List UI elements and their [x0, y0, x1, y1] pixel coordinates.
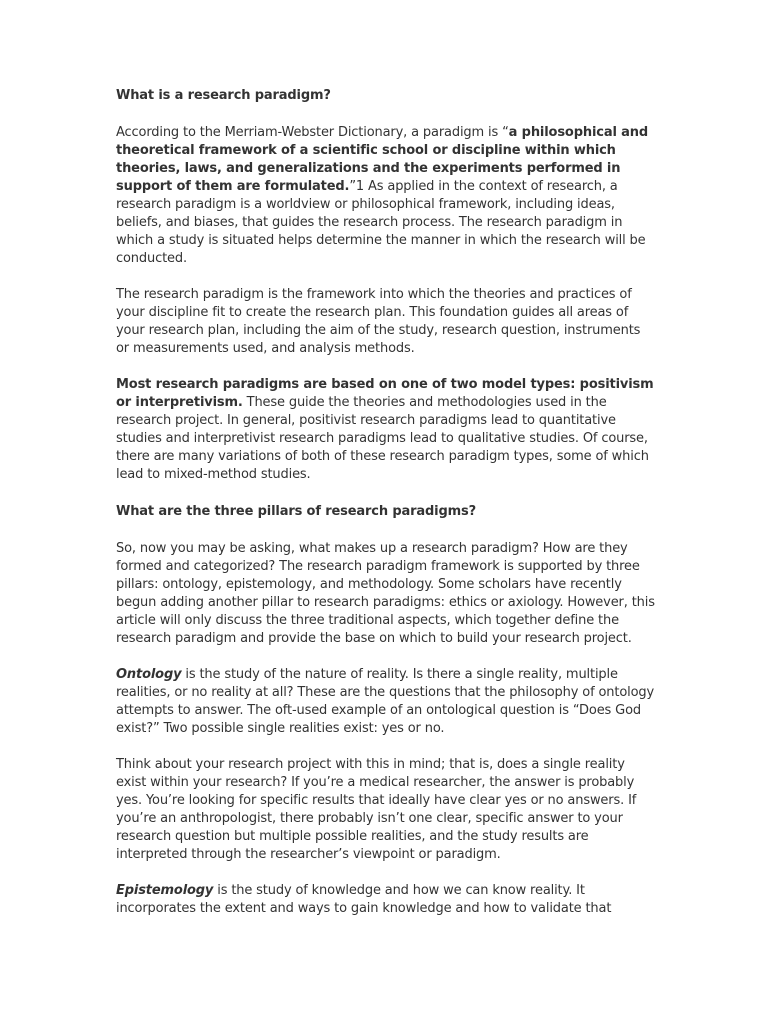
paragraph-research-reality: Think about your research project with this in mind; that is, does a single reality exist within your research? If you’re a medical researcher, the answer is probably yes. You’re looking for specific results that ideally have clear yes or no answers. If you’re an anthropologist, there probably isn’t one clear, specific answer to your research question but multiple possible realities, and the study results are interpreted through the researcher’s viewpoint or paradigm. [116, 757, 637, 862]
term-ontology: Ontology [116, 667, 182, 682]
paragraph-definition-rest: ”1 As applied in the context of research, a research paradigm is a worldview or philosophical framework, including ideas, beliefs, and biases, that guides the research process. The research paradigm in which a study is situated helps determine the manner in which the research will be conducted. [116, 179, 646, 266]
document-page [116, 86, 656, 936]
paragraph-model-types [116, 376, 656, 484]
paragraph-ontology [116, 666, 656, 738]
paragraph-model-types-rest: These guide the theories and methodologies used in the research project. In general, positivist research paradigms lead to quantitative studies and interpretivist research paradigms lead to qualitative studies. Of course, there are many variations of both of these research paradigm types, some of which lead to mixed-method studies. [116, 395, 649, 482]
paragraph-model-types-bold: Most research paradigms are based on one of two model types: positivism or interpretivism. [116, 377, 654, 410]
paragraph-definition-lead: According to the Merriam-Webster Dictionary, a paradigm is “ [116, 125, 509, 140]
paragraph-ontology-rest: is the study of the nature of reality. Is there a single reality, multiple realities, or no reality at all? These are the questions that the philosophy of ontology attempts to answer. The oft-used example of an ontological question is “Does God exist?” Two possible single realities exist: yes or no. [116, 667, 655, 736]
paragraph-definition-bold: a philosophical and theoretical framework of a scientific school or discipline within which theories, laws, and generalizations and the experiments performed in support of them are formulated. [116, 125, 649, 194]
paragraph-framework: The research paradigm is the framework into which the theories and practices of your discipline fit to create the research plan. This foundation guides all areas of your research plan, including the aim of the study, research question, instruments or measurements used, and analysis methods. [116, 287, 641, 356]
paragraph-definition [116, 124, 656, 268]
term-epistemology: Epistemology [116, 883, 214, 898]
paragraph-epistemology-rest: is the study of knowledge and how we can know reality. It incorporates the extent and ways to gain knowledge and how to validate that [116, 883, 612, 916]
heading-three-pillars: What are the three pillars of research paradigms? [116, 504, 476, 519]
heading-what-is-research-paradigm: What is a research paradigm? [116, 88, 331, 103]
paragraph-pillars: So, now you may be asking, what makes up a research paradigm? How are they formed and categorized? The research paradigm framework is supported by three pillars: ontology, epistemology, and methodology. Some scholars have recently begun adding another pillar to research paradigms: ethics or axiology. However, this article will only discuss the three traditional aspects, which together define the research paradigm and provide the base on which to build your research project. [116, 541, 655, 646]
paragraph-epistemology [116, 882, 656, 918]
